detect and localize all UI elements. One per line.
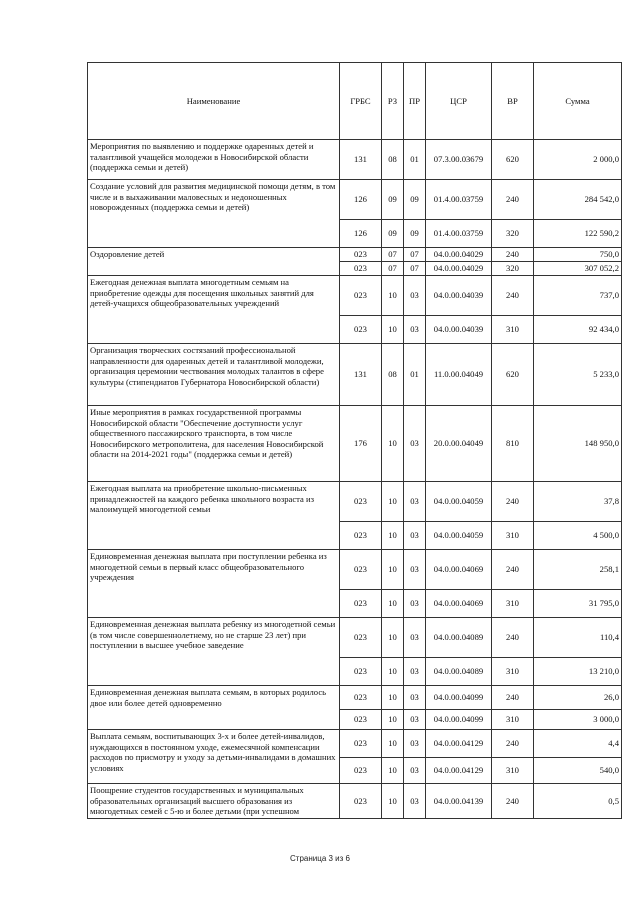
header-grbs: ГРБС: [340, 63, 382, 140]
table-row: [88, 482, 622, 522]
cell-grbs: 023: [340, 248, 382, 262]
cell-grbs: 023: [340, 590, 382, 618]
cell-sum: 37,8: [534, 482, 622, 522]
cell-grbs: 023: [340, 276, 382, 316]
cell-vr: 310: [492, 522, 534, 550]
cell-grbs: 126: [340, 220, 382, 248]
cell-pr: 07: [404, 248, 426, 262]
cell-rz: 10: [382, 550, 404, 590]
cell-vr: 240: [492, 248, 534, 262]
cell-pr: 03: [404, 730, 426, 758]
cell-pr: 03: [404, 550, 426, 590]
cell-pr: 03: [404, 590, 426, 618]
cell-vr: 240: [492, 180, 534, 220]
cell-pr: 01: [404, 344, 426, 406]
table-row: [88, 730, 622, 758]
cell-vr: 320: [492, 262, 534, 276]
cell-sum: 5 233,0: [534, 344, 622, 406]
cell-vr: 310: [492, 590, 534, 618]
cell-csr: 04.0.00.04139: [426, 784, 492, 819]
cell-grbs: 023: [340, 316, 382, 344]
cell-rz: 10: [382, 522, 404, 550]
cell-rz: 09: [382, 220, 404, 248]
cell-rz: 08: [382, 344, 404, 406]
cell-vr: 240: [492, 276, 534, 316]
cell-csr: 01.4.00.03759: [426, 220, 492, 248]
cell-vr: 240: [492, 686, 534, 710]
cell-grbs: 023: [340, 730, 382, 758]
cell-csr: 04.0.00.04039: [426, 316, 492, 344]
cell-csr: 04.0.00.04059: [426, 522, 492, 550]
cell-csr: 04.0.00.04129: [426, 758, 492, 784]
cell-grbs: 023: [340, 482, 382, 522]
table-row: [88, 180, 622, 220]
cell-pr: 01: [404, 140, 426, 180]
cell-csr: 04.0.00.04129: [426, 730, 492, 758]
cell-name: Создание условий для развития медицинской помощи детям, в том числе и в выхаживании маловесных и недоношенных новорожденных (поддержка семьи и детей): [88, 180, 340, 248]
cell-pr: 03: [404, 316, 426, 344]
cell-pr: 03: [404, 406, 426, 482]
table-row: [88, 344, 622, 406]
header-pr: ПР: [404, 63, 426, 140]
cell-sum: 110,4: [534, 618, 622, 658]
cell-vr: 620: [492, 140, 534, 180]
cell-csr: 04.0.00.04099: [426, 710, 492, 730]
cell-sum: 284 542,0: [534, 180, 622, 220]
cell-vr: 320: [492, 220, 534, 248]
cell-pr: 03: [404, 482, 426, 522]
cell-grbs: 023: [340, 618, 382, 658]
cell-name: Организация творческих состязаний профессиональной направленности для одаренных детей и талантливой молодежи, организация церемонии чествования молодых талантов в сфере культуры (стипендиатов Губернатора Новосибирской области): [88, 344, 340, 406]
cell-sum: 122 590,2: [534, 220, 622, 248]
table-row: [88, 248, 622, 262]
cell-name: Единовременная денежная выплата при поступлении ребенка из многодетной семьи в первый класс общеобразовательного учреждения: [88, 550, 340, 618]
cell-sum: 31 795,0: [534, 590, 622, 618]
cell-csr: 20.0.00.04049: [426, 406, 492, 482]
cell-sum: 92 434,0: [534, 316, 622, 344]
cell-grbs: 023: [340, 262, 382, 276]
cell-rz: 10: [382, 316, 404, 344]
cell-sum: 3 000,0: [534, 710, 622, 730]
cell-name: Ежегодная выплата на приобретение школьно-письменных принадлежностей на каждого ребенка школьного возраста из малоимущей многодетной семьи: [88, 482, 340, 550]
cell-rz: 10: [382, 730, 404, 758]
cell-csr: 04.0.00.04029: [426, 248, 492, 262]
cell-name: Иные мероприятия в рамках государственной программы Новосибирской области "Обеспечение доступности услуг общественного пассажирского транспорта, в том числе Новосибирского метрополитена, для населения Новосибирской области на 2014-2021 годы" (поддержка семьи и детей): [88, 406, 340, 482]
cell-vr: 310: [492, 758, 534, 784]
cell-vr: 620: [492, 344, 534, 406]
cell-pr: 03: [404, 276, 426, 316]
cell-rz: 10: [382, 482, 404, 522]
cell-pr: 09: [404, 220, 426, 248]
cell-csr: 01.4.00.03759: [426, 180, 492, 220]
cell-grbs: 023: [340, 550, 382, 590]
budget-table: [87, 62, 622, 819]
cell-rz: 10: [382, 590, 404, 618]
cell-rz: 10: [382, 686, 404, 710]
cell-csr: 04.0.00.04059: [426, 482, 492, 522]
cell-name: Поощрение студентов государственных и муниципальных образовательных организаций высшего образования из многодетных семей с 5-ю и более детьми (при успешном: [88, 784, 340, 819]
cell-name: Единовременная денежная выплата семьям, в которых родилось двое или более детей одновременно: [88, 686, 340, 730]
cell-csr: 04.0.00.04069: [426, 550, 492, 590]
cell-sum: 26,0: [534, 686, 622, 710]
cell-vr: 310: [492, 316, 534, 344]
cell-sum: 307 052,2: [534, 262, 622, 276]
cell-rz: 10: [382, 276, 404, 316]
cell-grbs: 023: [340, 758, 382, 784]
cell-sum: 750,0: [534, 248, 622, 262]
table-row: [88, 550, 622, 590]
cell-vr: 240: [492, 482, 534, 522]
cell-vr: 810: [492, 406, 534, 482]
header-sum: Сумма: [534, 63, 622, 140]
cell-sum: 4,4: [534, 730, 622, 758]
cell-sum: 540,0: [534, 758, 622, 784]
page-footer: Страница 3 из 6: [290, 854, 350, 863]
cell-name: Ежегодная денежная выплата многодетным семьям на приобретение одежды для посещения школьных занятий для детей-учащихся общеобразовательных учреждений: [88, 276, 340, 344]
cell-grbs: 023: [340, 658, 382, 686]
cell-sum: 0,5: [534, 784, 622, 819]
cell-vr: 240: [492, 784, 534, 819]
cell-sum: 13 210,0: [534, 658, 622, 686]
header-name: Наименование: [88, 63, 340, 140]
cell-grbs: 131: [340, 344, 382, 406]
table-row: [88, 276, 622, 316]
cell-grbs: 023: [340, 686, 382, 710]
cell-grbs: 176: [340, 406, 382, 482]
cell-csr: 04.0.00.04029: [426, 262, 492, 276]
cell-vr: 310: [492, 658, 534, 686]
cell-sum: 258,1: [534, 550, 622, 590]
cell-rz: 07: [382, 248, 404, 262]
cell-pr: 03: [404, 758, 426, 784]
cell-rz: 10: [382, 618, 404, 658]
cell-pr: 03: [404, 522, 426, 550]
header-csr: ЦСР: [426, 63, 492, 140]
cell-sum: 4 500,0: [534, 522, 622, 550]
cell-vr: 310: [492, 710, 534, 730]
cell-vr: 240: [492, 550, 534, 590]
table-row: [88, 784, 622, 819]
header-rz: РЗ: [382, 63, 404, 140]
cell-rz: 07: [382, 262, 404, 276]
cell-pr: 03: [404, 686, 426, 710]
cell-grbs: 023: [340, 784, 382, 819]
cell-rz: 10: [382, 406, 404, 482]
cell-name: Мероприятия по выявлению и поддержке одаренных детей и талантливой учащейся молодежи в Новосибирской области (поддержка семьи и детей): [88, 140, 340, 180]
cell-csr: 04.0.00.04069: [426, 590, 492, 618]
cell-name: Единовременная денежная выплата ребенку из многодетной семьи (в том числе совершеннолетнему, но не старше 23 лет) при поступлении в высшее учебное заведение: [88, 618, 340, 686]
cell-csr: 04.0.00.04099: [426, 686, 492, 710]
cell-csr: 07.3.00.03679: [426, 140, 492, 180]
cell-csr: 04.0.00.04089: [426, 658, 492, 686]
cell-vr: 240: [492, 730, 534, 758]
cell-grbs: 023: [340, 710, 382, 730]
cell-sum: 148 950,0: [534, 406, 622, 482]
cell-csr: 11.0.00.04049: [426, 344, 492, 406]
cell-grbs: 131: [340, 140, 382, 180]
table-row: [88, 618, 622, 658]
cell-pr: 07: [404, 262, 426, 276]
table-row: [88, 406, 622, 482]
table-row: [88, 140, 622, 180]
cell-pr: 03: [404, 658, 426, 686]
cell-grbs: 126: [340, 180, 382, 220]
cell-rz: 08: [382, 140, 404, 180]
table-row: [88, 686, 622, 710]
cell-pr: 03: [404, 784, 426, 819]
cell-sum: 2 000,0: [534, 140, 622, 180]
cell-pr: 03: [404, 710, 426, 730]
cell-name: Оздоровление детей: [88, 248, 340, 276]
cell-rz: 09: [382, 180, 404, 220]
cell-csr: 04.0.00.04089: [426, 618, 492, 658]
header-vr: ВР: [492, 63, 534, 140]
cell-rz: 10: [382, 758, 404, 784]
table-header-row: [88, 63, 622, 140]
cell-name: Выплата семьям, воспитывающих 3-х и более детей-инвалидов, нуждающихся в постоянном уходе, ежемесячной компенсации расходов по присмотру и уходу за детьми-инвалидами в домашних условиях: [88, 730, 340, 784]
cell-rz: 10: [382, 658, 404, 686]
cell-pr: 03: [404, 618, 426, 658]
cell-rz: 10: [382, 710, 404, 730]
cell-csr: 04.0.00.04039: [426, 276, 492, 316]
cell-sum: 737,0: [534, 276, 622, 316]
cell-rz: 10: [382, 784, 404, 819]
cell-grbs: 023: [340, 522, 382, 550]
cell-pr: 09: [404, 180, 426, 220]
cell-vr: 240: [492, 618, 534, 658]
